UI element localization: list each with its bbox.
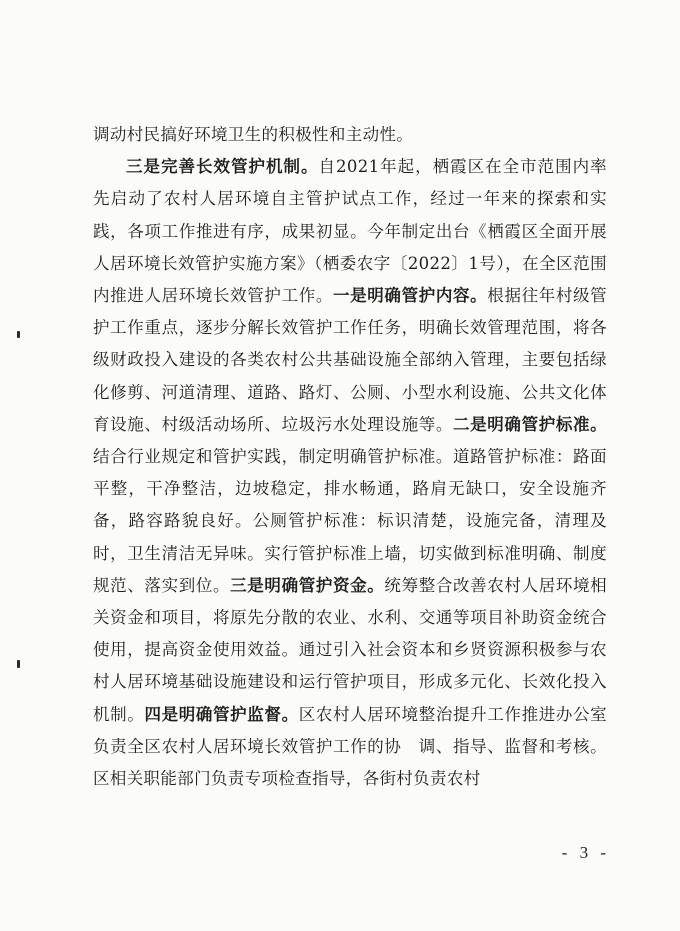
text-segment: 自2021年起，栖霞区在全市范围内率先启动了农村人居环境自主管护试点工作，经过一年来的探索和实践，各项工作推进有序，成果初显。今年制定出台《栖霞区全面开展人居环境长效管护实施方案》（栖委农字〔2022〕1号），在全区范围内推进人居环境长效管护工作。 <box>93 157 607 306</box>
text-segment: 区农村人居环境整治提升工作推进办公室负责全区农村人居环境长效管护工作的协 调、指导、监督和考核。区相关职能部门负责专项检查指导，各街村负责农村 <box>93 704 607 789</box>
paragraph-continuation: 调动村民搞好环境卫生的积极性和主动性。 <box>93 125 414 144</box>
body-text <box>93 119 607 795</box>
paragraph-long-term-maintenance <box>93 151 607 795</box>
heading-content: 一是明确管护内容。 <box>333 286 488 306</box>
heading-improve-mechanism: 三是完善长效管护机制。 <box>126 157 319 177</box>
heading-standard: 二是明确管护标准。 <box>453 414 607 434</box>
text-segment: 结合行业规定和管护实践，制定明确管护标准。道路管护标准：路面平整，干净整洁，边坡稳定，排水畅通，路肩无缺口，安全设施齐备，路容路貌良好。公厕管护标准：标识清楚，设施完备，清理及时，卫生清洁无异味。实行管护标准上墙，切实做到标准明确、制度规范、落实到位。 <box>93 447 607 595</box>
page-number: - 3 - <box>561 843 610 862</box>
text-segment: 根据往年村级管护工作重点，逐步分解长效管护工作任务，明确长效管理范围，将各级财政投入建设的各类农村公共基础设施全部纳入管理，主要包括绿化修剪、河道清理、道路、路灯、公厕、小型水利设施、公共文化体育设施、村级活动场所、垃圾污水处理设施等。 <box>93 286 608 434</box>
heading-supervision: 四是明确管护监督。 <box>144 704 299 724</box>
text-segment: 统筹整合改善农村人居环境相关资金和项目，将原先分散的农业、水利、交通等项目补助资金统合使用，提高资金使用效益。通过引入社会资本和乡贤资源积极参与农村人居环境基础设施建设和运行管护项目，形成多元化、长效化投入机制。 <box>93 575 607 724</box>
scan-speck <box>17 660 20 668</box>
scan-speck <box>17 331 20 338</box>
heading-funds: 三是明确管护资金。 <box>230 575 385 595</box>
